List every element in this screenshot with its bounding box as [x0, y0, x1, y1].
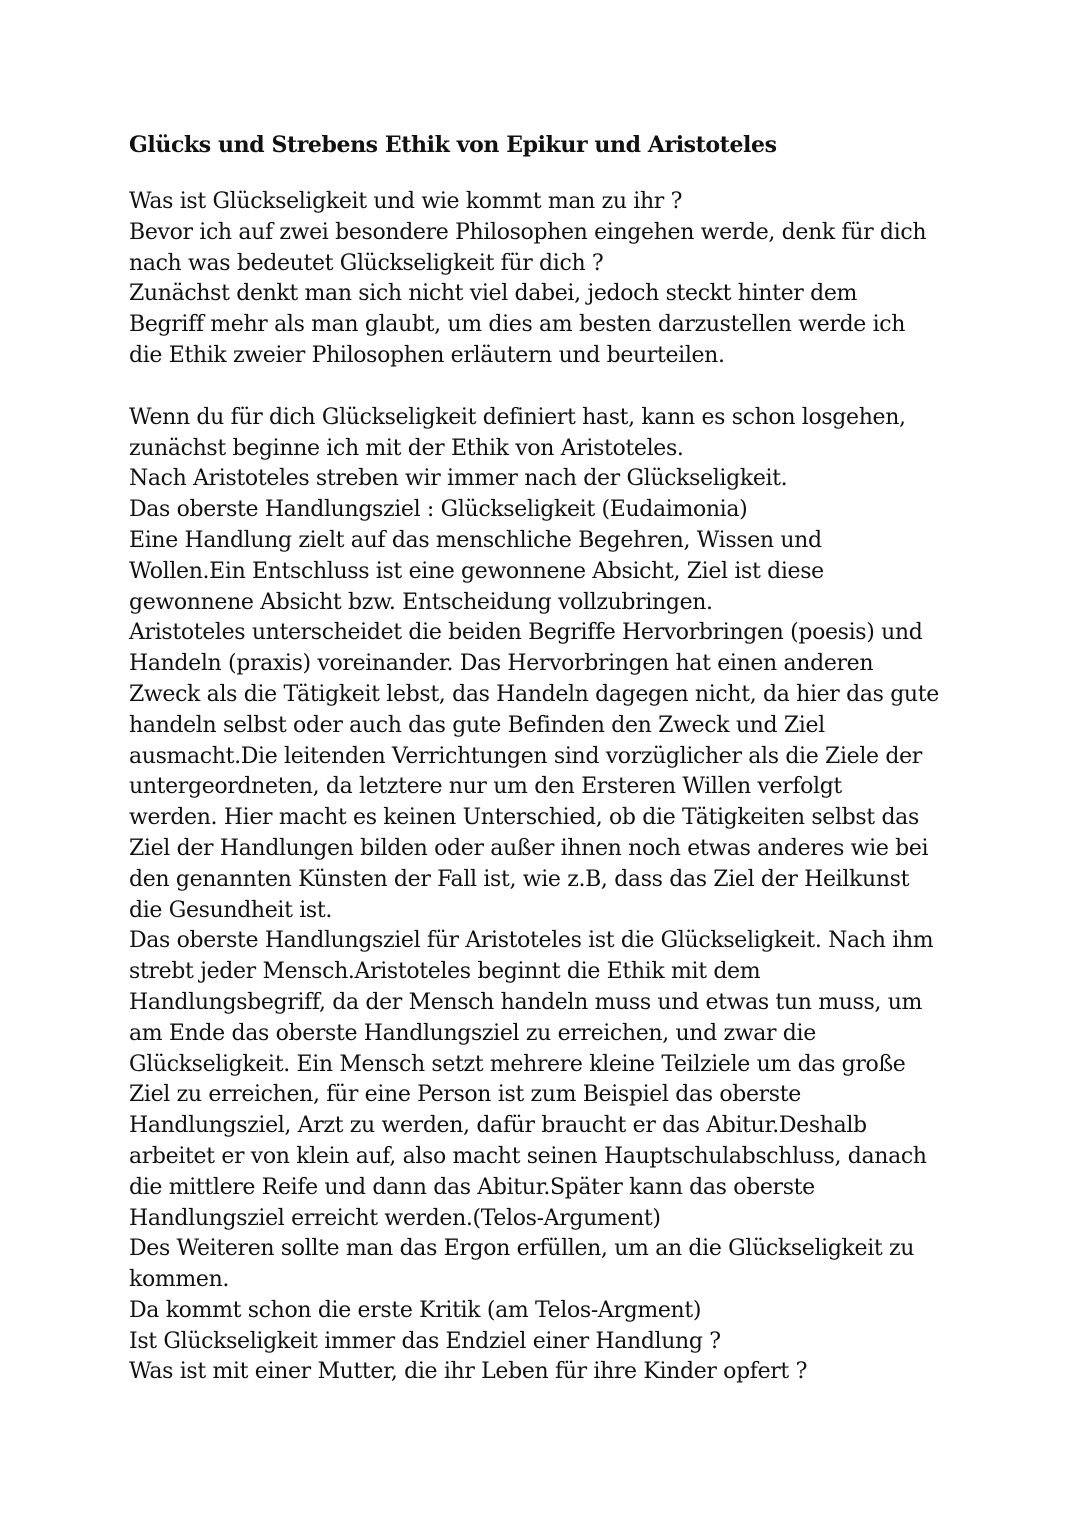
- paragraph-spacer: [129, 372, 979, 403]
- text-line: Glückseligkeit. Ein Mensch setzt mehrere kleine Teilziele um das große: [129, 1051, 906, 1077]
- text-line: Des Weiteren sollte man das Ergon erfüllen, um an die Glückseligkeit zu: [129, 1236, 915, 1262]
- paragraph-aristoteles: [129, 403, 979, 1389]
- text-line: werden. Hier macht es keinen Unterschied, ob die Tätigkeiten selbst das: [129, 805, 919, 831]
- text-line: Wenn du für dich Glückseligkeit definiert hast, kann es schon losgehen,: [129, 404, 906, 430]
- text-line: gewonnene Absicht bzw. Entscheidung vollzubringen.: [129, 589, 713, 615]
- text-line: Begriff mehr als man glaubt, um dies am besten darzustellen werde ich: [129, 312, 906, 338]
- text-line: arbeitet er von klein auf, also macht seinen Hauptschulabschluss, danach: [129, 1143, 927, 1169]
- text-line: Ziel der Handlungen bilden oder außer ihnen noch etwas anderes wie bei: [129, 835, 929, 861]
- text-line: handeln selbst oder auch das gute Befinden den Zweck und Ziel: [129, 712, 825, 738]
- text-line: am Ende das oberste Handlungsziel zu erreichen, und zwar die: [129, 1020, 816, 1046]
- text-line: nach was bedeutet Glückseligkeit für dich ?: [129, 250, 604, 276]
- text-line: zunächst beginne ich mit der Ethik von Aristoteles.: [129, 435, 684, 461]
- text-line: Ziel zu erreichen, für eine Person ist zum Beispiel das oberste: [129, 1082, 801, 1108]
- text-line: Das oberste Handlungsziel für Aristoteles ist die Glückseligkeit. Nach ihm: [129, 928, 934, 954]
- text-line: Nach Aristoteles streben wir immer nach der Glückseligkeit.: [129, 466, 788, 492]
- text-line: Handlungsziel, Arzt zu werden, dafür braucht er das Abitur.Deshalb: [129, 1113, 867, 1139]
- text-line: Was ist mit einer Mutter, die ihr Leben für ihre Kinder opfert ?: [129, 1359, 808, 1385]
- text-line: Das oberste Handlungsziel : Glückseligkeit (Eudaimonia): [129, 497, 748, 523]
- text-line: Wollen.Ein Entschluss ist eine gewonnene Absicht, Ziel ist diese: [129, 558, 824, 584]
- text-line: Bevor ich auf zwei besondere Philosophen eingehen werde, denk für dich: [129, 219, 927, 245]
- text-line: Handlungsbegriff, da der Mensch handeln muss und etwas tun muss, um: [129, 989, 923, 1015]
- text-line: Handlungsziel erreicht werden.(Telos-Argument): [129, 1205, 661, 1231]
- paragraph-intro: [129, 187, 979, 372]
- text-line: Zunächst denkt man sich nicht viel dabei, jedoch steckt hinter dem: [129, 281, 858, 307]
- text-line: die Ethik zweier Philosophen erläutern und beurteilen.: [129, 342, 725, 368]
- text-line: Da kommt schon die erste Kritik (am Telos-Argment): [129, 1297, 702, 1323]
- text-line: Eine Handlung zielt auf das menschliche Begehren, Wissen und: [129, 527, 822, 553]
- text-line: kommen.: [129, 1267, 230, 1293]
- text-line: Aristoteles unterscheidet die beiden Begriffe Hervorbringen (poesis) und: [129, 620, 923, 646]
- text-line: strebt jeder Mensch.Aristoteles beginnt die Ethik mit dem: [129, 959, 761, 985]
- document-title: Glücks und Strebens Ethik von Epikur und Aristoteles: [129, 132, 777, 158]
- text-line: die Gesundheit ist.: [129, 897, 333, 923]
- text-line: Was ist Glückseligkeit und wie kommt man zu ihr ?: [129, 189, 683, 214]
- text-line: ausmacht.Die leitenden Verrichtungen sind vorzüglicher als die Ziele der: [129, 743, 922, 769]
- text-line: die mittlere Reife und dann das Abitur.Später kann das oberste: [129, 1174, 815, 1200]
- text-line: den genannten Künsten der Fall ist, wie z.B, dass das Ziel der Heilkunst: [129, 866, 910, 892]
- text-line: untergeordneten, da letztere nur um den Ersteren Willen verfolgt: [129, 774, 842, 800]
- text-line: Ist Glückseligkeit immer das Endziel einer Handlung ?: [129, 1328, 721, 1354]
- text-line: Zweck als die Tätigkeit lebst, das Handeln dagegen nicht, da hier das gute: [129, 681, 939, 707]
- document-page: [129, 126, 979, 1388]
- text-line: Handeln (praxis) voreinander. Das Hervorbringen hat einen anderen: [129, 651, 874, 677]
